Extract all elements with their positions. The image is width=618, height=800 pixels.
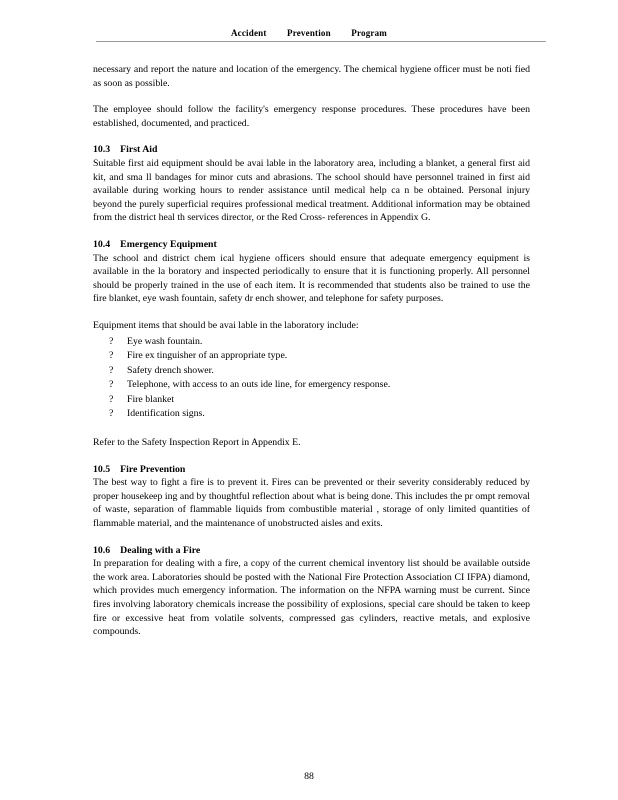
page-content [93,63,530,652]
intro-paragraph-1: necessary and report the nature and location of the emergency. The chemical hygiene officer must be noti fied as soon as possible. [93,64,530,89]
list-item [109,349,530,364]
section-heading [93,544,530,558]
header-rule [96,41,546,42]
list-item [109,407,530,422]
list-item-text: Fire blanket [127,393,175,405]
bullet-glyph: ? [109,393,114,405]
page-number: 88 [304,771,314,782]
section-fire-prevention [93,463,530,531]
section-title: Emergency Equipment [120,238,217,250]
bullet-glyph: ? [109,335,114,347]
list-item [109,364,530,379]
section-body: The best way to fight a fire is to prevent it. Fires can be prevented or their severity considerably reduced by proper housekeep ing and by thoughtful reflection about what is being done. This includes the pr ompt removal of waste, separation of flammable liquids from combustible material , storage of only limited quantities of flammable material, and the maintenance of unobstructed aisles and exits. [93,477,530,530]
equipment-list [109,335,530,423]
section-emergency-equipment [93,238,530,450]
section-body: In preparation for dealing with a fire, a copy of the current chemical inventory list should be available outside the work area. Laboratories should be posted with the National Fire Protection Association CI IFPA) diamond, which provides much emergency information. The information on the NFPA warning must be current. Since fires involving laboratory chemicals increase the possibility of explosions, special care should be taken to keep fire or excessive heat from volatile solvents, compressed gas cylinders, reactive metals, and explosive compounds. [93,558,530,638]
section-dealing-with-fire [93,544,530,639]
list-item [109,393,530,408]
list-item-text: Fire ex tinguisher of an appropriate type. [127,350,288,362]
section-heading [93,143,530,157]
list-item-text: Identification signs. [127,408,205,420]
intro-paragraph-2: The employee should follow the facility's emergency response procedures. These procedures have been established, documented, and practiced. [93,104,530,129]
section-heading [93,238,530,252]
section-number: 10.6 [93,544,111,556]
section-body: The school and district chem ical hygiene officers should ensure that adequate emergency equipment is available in the la boratory and inspected periodically to ensure that it is functioning properly. All personnel should be properly trained in the use of each item. It is recommended that students also be trained to use the fire blanket, eye wash fountain, safety dr ench shower, and telephone for safety purposes. [93,252,530,305]
section-number: 10.5 [93,463,111,475]
section-number: 10.4 [93,238,111,250]
section-title: Dealing with a Fire [120,544,201,556]
section-body: Suitable first aid equipment should be avai lable in the laboratory area, including a blanket, a general first aid kit, and sma ll bandages for minor cuts and abrasions. The school should have personnel trained in first aid available during working hours to render assistance until medical help ca n be obtained. Personal injury beyond the purely superficial requires professional medical treatment. Additional information may be obtained from the district heal th services director, or the Red Cross- references in Appendix G. [93,157,530,224]
section-first-aid [93,143,530,225]
list-item-text: Eye wash fountain. [127,335,203,347]
bullet-glyph: ? [109,350,114,362]
bullet-glyph: ? [109,364,114,376]
bullet-glyph: ? [109,379,114,391]
list-item [109,378,530,393]
section-heading [93,463,530,477]
list-item [109,335,530,350]
section-title: First Aid [120,144,158,156]
section-number: 10.3 [93,144,111,156]
section-title: Fire Prevention [120,463,186,475]
list-item-text: Safety drench shower. [127,364,214,376]
list-item-text: Telephone, with access to an outs ide line, for emergency response. [127,379,391,391]
appendix-reference: Refer to the Safety Inspection Report in Appendix E. [93,437,301,449]
running-header: Accident Prevention Program [230,28,388,38]
bullet-glyph: ? [109,408,114,420]
equipment-list-intro: Equipment items that should be avai lable in the laboratory include: [93,319,359,331]
